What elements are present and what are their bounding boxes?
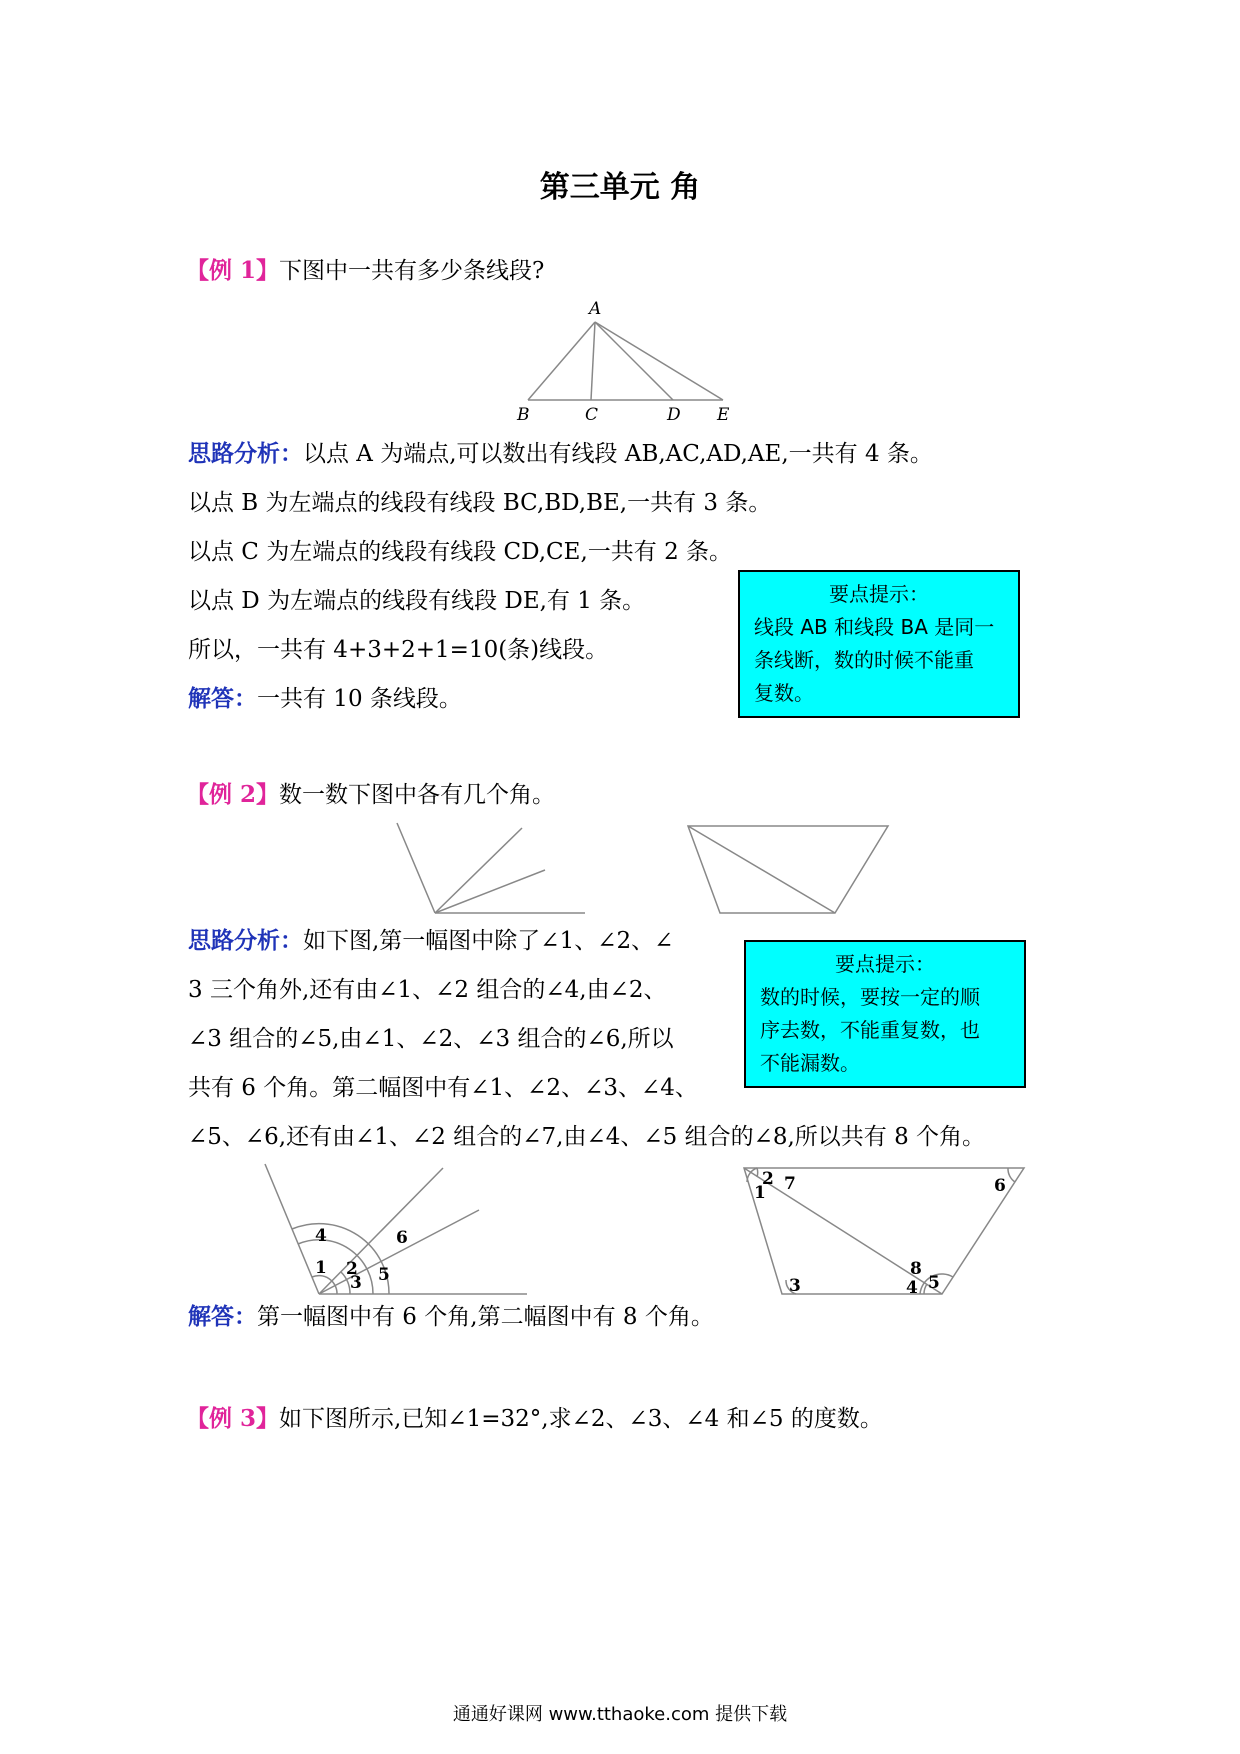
example-1-tag: 【例 1】 (186, 257, 280, 284)
point-label-e: E (717, 405, 730, 425)
example-3-question: 如下图所示,已知∠1=32°,求∠2、∠3、∠4 和∠5 的度数。 (279, 1406, 883, 1432)
example-1-question-row (186, 256, 544, 286)
example-3-question-row (186, 1404, 883, 1434)
example-1-analysis-line-3: 以点 C 为左端点的线段有线段 CD,CE,一共有 2 条。 (188, 539, 733, 565)
example-1-analysis-line-1: 思路分析：以点 A 为端点,可以数出有线段 AB,AC,AD,AE,一共有 4 条。 (188, 440, 933, 467)
example-2-analysis-line-3: ∠3 组合的∠5,由∠1、∠2、∠3 组合的∠6,所以 (188, 1026, 674, 1052)
angle-label-1: 1 (315, 1258, 327, 1278)
example-2-tag: 【例 2】 (186, 781, 280, 808)
example-2-answer-label: 解答： (188, 1303, 257, 1330)
tip-line: 不能漏数。 (760, 1051, 860, 1075)
example-2-analysis-line-5: ∠5、∠6,还有由∠1、∠2 组合的∠7,由∠4、∠5 组合的∠8,所以共有 8 个角。 (188, 1124, 986, 1150)
angle-label-6: 6 (396, 1228, 408, 1248)
segment-figure (505, 300, 745, 425)
angle-label-3: 3 (789, 1276, 801, 1296)
tip-line: 线段 AB 和线段 BA 是同一 (754, 615, 995, 639)
example-1-answer: 一共有 10 条线段。 (257, 686, 462, 712)
angle-label-5: 5 (928, 1273, 940, 1293)
example-1-answer-row (188, 684, 462, 714)
tip-title: 要点提示： (829, 582, 929, 606)
example-2-analysis-line-2: 3 三个角外,还有由∠1、∠2 组合的∠4,由∠2、 (188, 977, 667, 1003)
angle-label-2: 2 (346, 1259, 358, 1279)
point-label-d: D (667, 405, 681, 425)
angle-figures-plain (390, 818, 900, 918)
angle-label-3: 3 (350, 1273, 362, 1293)
example-2-question: 数一数下图中各有几个角。 (279, 782, 556, 808)
page-footer: 通通好课网 www.tthaoke.com 提供下载 (452, 1704, 788, 1725)
angle-label-6: 6 (994, 1176, 1006, 1196)
labeled-angle-figure-1 (255, 1160, 535, 1300)
example-3-tag: 【例 3】 (186, 1405, 280, 1432)
tip-line: 复数。 (754, 681, 814, 705)
tip-line: 数的时候，要按一定的顺 (760, 985, 980, 1009)
example-1-analysis-line-5: 所以，一共有 4+3+2+1=10(条)线段。 (188, 637, 609, 663)
example-1-analysis-label: 思路分析： (188, 440, 303, 467)
angle-label-8: 8 (910, 1259, 922, 1279)
point-label-b: B (517, 405, 530, 425)
angle-label-5: 5 (378, 1265, 390, 1285)
angle-label-4: 4 (906, 1278, 918, 1298)
angle-label-2: 2 (762, 1169, 774, 1189)
example-2-answer-row (188, 1302, 714, 1332)
example-1-question: 下图中一共有多少条线段? (279, 258, 545, 284)
tip-line: 序去数，不能重复数，也 (760, 1018, 980, 1042)
example-1-analysis-line-2: 以点 B 为左端点的线段有线段 BC,BD,BE,一共有 3 条。 (188, 490, 772, 516)
example-2-analysis-line-1: 思路分析：如下图,第一幅图中除了∠1、∠2、∠ (188, 927, 674, 954)
tip-title: 要点提示： (835, 952, 935, 976)
example-2-question-row (186, 780, 555, 810)
example-2-analysis-line-4: 共有 6 个角。第二幅图中有∠1、∠2、∠3、∠4、 (188, 1075, 698, 1101)
tip-line: 条线断，数的时候不能重 (754, 648, 974, 672)
point-label-c: C (585, 405, 599, 425)
example-1-analysis-line-4: 以点 D 为左端点的线段有线段 DE,有 1 条。 (188, 588, 646, 614)
labeled-angle-figure-2 (740, 1160, 1030, 1300)
example-2-analysis-label: 思路分析： (188, 927, 303, 954)
point-label-a: A (589, 300, 602, 319)
angle-label-7: 7 (784, 1174, 796, 1194)
example-2-answer: 第一幅图中有 6 个角,第二幅图中有 8 个角。 (257, 1304, 714, 1330)
example-1-answer-label: 解答： (188, 685, 257, 712)
angle-label-4: 4 (315, 1226, 327, 1246)
example-1-tip-box (738, 570, 1020, 718)
example-2-tip-box (744, 940, 1026, 1088)
page-title: 第三单元 角 (539, 170, 701, 205)
angle-label-1: 1 (754, 1183, 766, 1203)
